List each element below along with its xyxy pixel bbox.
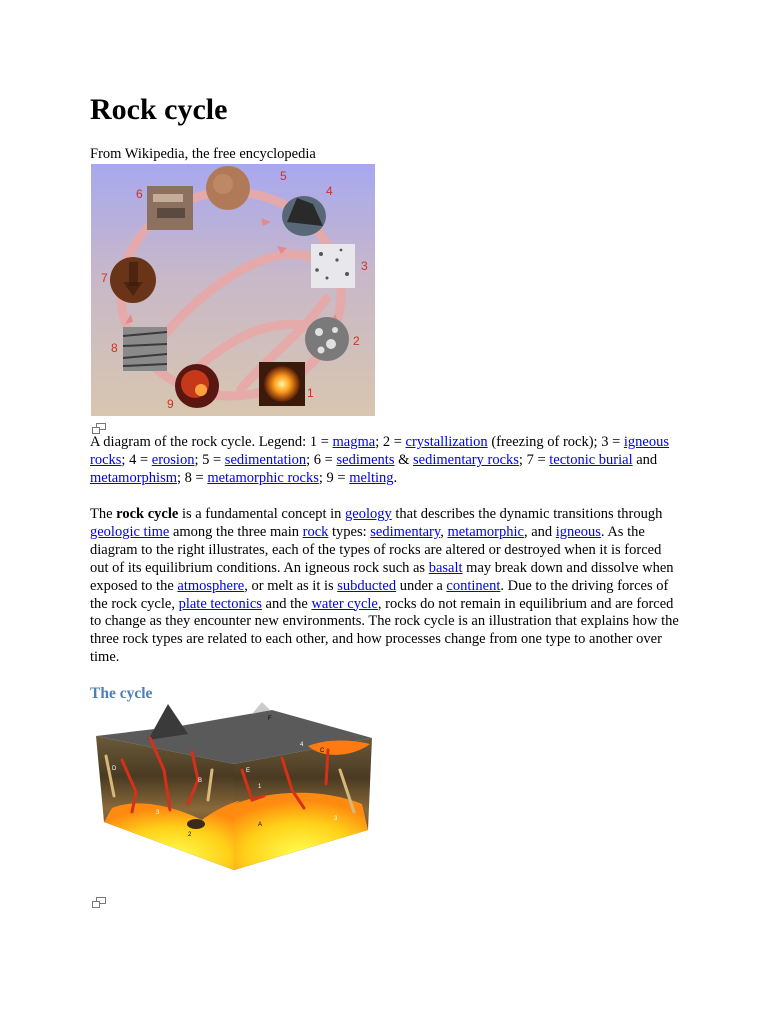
text-run: & [394, 451, 414, 468]
block-label-e: E [246, 768, 251, 774]
link-melting[interactable]: melting [349, 469, 394, 486]
link-metamorphic[interactable]: metamorphic [447, 523, 524, 540]
text-run: among the three main [169, 523, 303, 540]
link-geologic-time[interactable]: geologic time [90, 523, 170, 540]
text-run: may break down and dissolve when exposed to the [90, 559, 674, 594]
text-run: (freezing of rock); 3 = [487, 434, 624, 450]
bold-term: rock cycle [116, 506, 179, 522]
text-run: ; 6 = [306, 451, 337, 468]
link-igneous[interactable]: igneous [555, 523, 601, 540]
text-run: A diagram of the rock cycle. Legend: 1 = [90, 434, 333, 450]
text-run: ; 8 = [177, 469, 208, 486]
text-run: and the [261, 595, 312, 612]
link-erosion[interactable]: erosion [151, 451, 195, 468]
link-atmosphere[interactable]: atmosphere [177, 577, 245, 594]
link-geology[interactable]: geology [345, 506, 392, 522]
label-7: 7 [101, 271, 108, 285]
text-run: . [393, 469, 398, 486]
sample-magma [259, 362, 305, 406]
block-label-2: 2 [188, 832, 192, 838]
intro-paragraph [90, 506, 682, 667]
text-run: , or melt as it is [244, 577, 338, 594]
block-label-c: C [320, 748, 325, 754]
link-sedimentation[interactable]: sedimentation [224, 451, 307, 468]
link-crystallization[interactable]: crystallization [405, 434, 488, 450]
link-magma[interactable]: magma [332, 434, 376, 450]
label-1: 1 [307, 386, 314, 400]
enlarge-icon-2[interactable] [92, 897, 106, 908]
text-run: . As the diagram to the right illustrates, each of the types of rocks are altered or destroyed when it is forced out of its equilibrium conditions. An igneous rock such as [90, 523, 662, 576]
sample-igneous [311, 244, 355, 288]
sample-sedimentation [206, 166, 250, 210]
label-6: 6 [136, 187, 143, 201]
label-3: 3 [361, 259, 368, 273]
sample-metamorphic [123, 327, 167, 371]
link-sedimentary-rocks[interactable]: sedimentary rocks [413, 451, 519, 468]
link-plate-tectonics[interactable]: plate tectonics [178, 595, 262, 612]
text-run: , and [523, 523, 556, 540]
block-label-1: 1 [258, 784, 262, 790]
link-continent[interactable]: continent [446, 577, 501, 594]
text-run: types: [328, 523, 371, 540]
link-subducted[interactable]: subducted [337, 577, 397, 594]
label-4: 4 [326, 184, 333, 198]
text-run: , [440, 523, 448, 540]
link-sedimentary[interactable]: sedimentary [370, 523, 441, 540]
text-run: under a [396, 577, 447, 594]
text-run: ; 7 = [518, 451, 550, 468]
sample-sediments [147, 186, 193, 230]
block-label-d: D [112, 766, 117, 772]
link-sediments[interactable]: sediments [336, 451, 395, 468]
text-run: and [632, 451, 658, 468]
sample-tectonic-burial [110, 257, 156, 303]
rock-cycle-block-diagram[interactable] [92, 700, 378, 876]
link-metamorphic-rocks[interactable]: metamorphic rocks [207, 469, 319, 486]
figure-caption [90, 434, 680, 487]
label-5: 5 [280, 169, 287, 183]
link-basalt[interactable]: basalt [428, 559, 463, 576]
block-label-4: 4 [300, 742, 304, 748]
link-rock[interactable]: rock [302, 523, 329, 540]
page-title: Rock cycle [90, 93, 228, 126]
label-9: 9 [167, 397, 174, 411]
link-tectonic-burial[interactable]: tectonic burial [549, 451, 633, 468]
sample-crystallization [305, 317, 349, 361]
tagline: From Wikipedia, the free encyclopedia [90, 146, 316, 162]
text-run: , rocks do not remain in equilibrium and are forced to change as they encounter new environments. The rock cycle is an illustration that explains how the three rock types are related to each other, and how processes change from one type to another over time. [90, 595, 679, 666]
text-run: ; 5 = [194, 451, 225, 468]
block-label-f: F [268, 716, 272, 722]
sample-melting [175, 364, 219, 408]
link-water-cycle[interactable]: water cycle [311, 595, 378, 612]
text-run: is a fundamental concept in [178, 506, 346, 522]
text-run: . Due to the driving forces of the rock cycle, [90, 577, 669, 612]
link-igneous-rocks[interactable]: igneous rocks [90, 434, 669, 468]
text-run: that describes the dynamic transitions through [391, 506, 663, 522]
block-label-3a: 3 [156, 810, 160, 816]
sample-erosion [282, 196, 326, 236]
text-run: ; 9 = [318, 469, 350, 486]
section-heading: The cycle [90, 685, 153, 702]
rock-cycle-diagram[interactable] [91, 164, 375, 416]
label-2: 2 [353, 334, 360, 348]
enlarge-icon[interactable] [92, 423, 106, 434]
text-run: ; 2 = [375, 434, 406, 450]
link-metamorphism[interactable]: metamorphism [90, 469, 177, 486]
label-8: 8 [111, 341, 118, 355]
block-label-a: A [258, 822, 263, 828]
block-label-3b: 3 [334, 816, 338, 822]
text-run: ; 4 = [121, 451, 152, 468]
text-run: The [90, 506, 117, 522]
block-label-b: B [198, 778, 203, 784]
